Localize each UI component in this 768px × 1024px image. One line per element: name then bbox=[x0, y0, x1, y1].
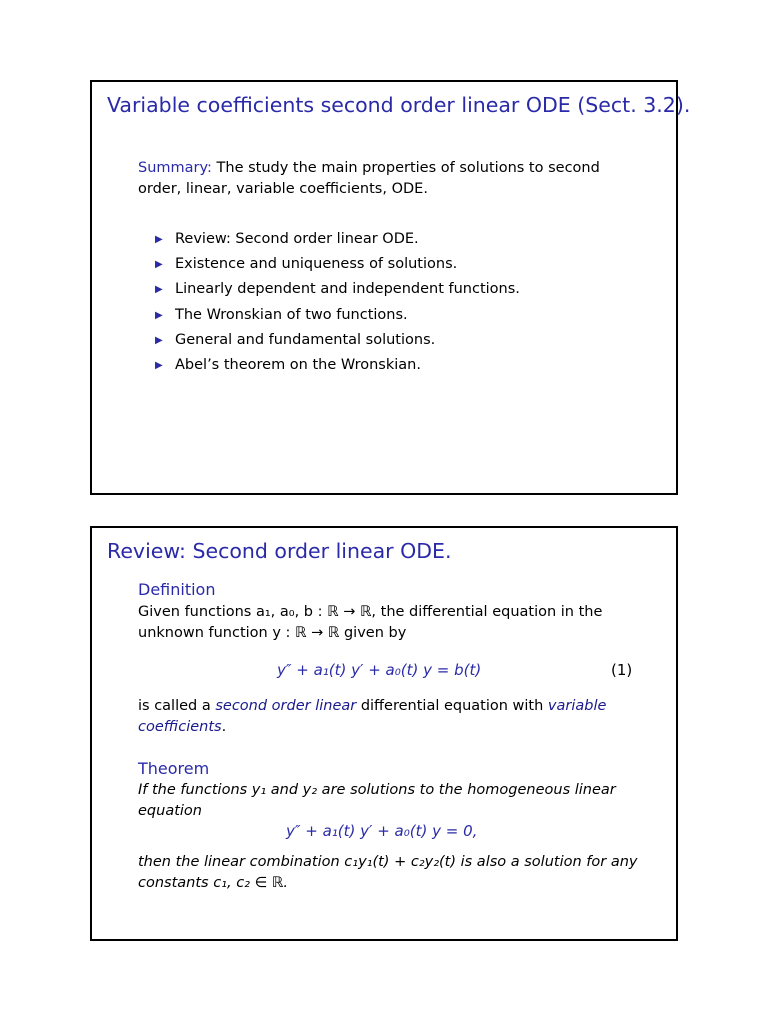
triangle-bullet-icon: ▶ bbox=[155, 309, 163, 321]
triangle-bullet-icon: ▶ bbox=[155, 234, 163, 245]
list-item bbox=[155, 229, 520, 254]
list-item-text: Linearly dependent and independent functions. bbox=[175, 281, 520, 298]
list-item-text: General and fundamental solutions. bbox=[175, 331, 436, 348]
list-item bbox=[155, 330, 520, 355]
summary-text: The study the main properties of solutions to second order, linear, variable coefficients, ODE. bbox=[138, 160, 600, 197]
slide-review bbox=[90, 526, 678, 941]
theorem-heading: Theorem bbox=[138, 759, 210, 778]
slide-1-title: Variable coefficients second order linear ODE (Sect. 3.2). bbox=[107, 93, 691, 117]
equation-number: (1) bbox=[611, 661, 633, 679]
triangle-bullet-icon: ▶ bbox=[155, 259, 163, 271]
theorem-text-1: If the functions y₁ and y₂ are solutions to the homogeneous linear equation bbox=[138, 782, 616, 819]
triangle-bullet-icon: ▶ bbox=[155, 284, 163, 296]
term-second-order-linear: second order linear bbox=[215, 698, 357, 714]
triangle-bullet-icon: ▶ bbox=[155, 334, 163, 346]
summary-paragraph bbox=[138, 158, 638, 199]
list-item bbox=[155, 254, 520, 279]
topic-list bbox=[155, 229, 520, 380]
theorem-equation: y″ + a₁(t) y′ + a₀(t) y = 0, bbox=[286, 822, 478, 840]
definition-text: is called a bbox=[138, 698, 216, 714]
list-item bbox=[155, 355, 520, 380]
list-item bbox=[155, 279, 520, 304]
definition-intro: Given functions a₁, a₀, b : ℝ → ℝ, the differential equation in the unknown function y : ℝ → ℝ given by bbox=[138, 604, 603, 641]
term-variable-coefficients: variable coefficients bbox=[138, 698, 607, 735]
list-item-text: Existence and uniqueness of solutions. bbox=[175, 256, 458, 273]
slide-2-title: Review: Second order linear ODE. bbox=[107, 539, 452, 563]
list-item-text: Review: Second order linear ODE. bbox=[175, 231, 419, 247]
definition-conclusion bbox=[138, 696, 638, 737]
list-item-text: The Wronskian of two functions. bbox=[175, 306, 408, 323]
definition-equation: y″ + a₁(t) y′ + a₀(t) y = b(t) bbox=[277, 661, 482, 679]
list-item-text: Abel’s theorem on the Wronskian. bbox=[175, 356, 421, 373]
theorem-text-2: then the linear combination c₁y₁(t) + c₂y₂(t) is also a solution for any constants c₁, c₂ ∈ ℝ. bbox=[138, 854, 638, 891]
definition-heading: Definition bbox=[138, 580, 216, 599]
definition-text: differential equation with bbox=[356, 698, 548, 714]
slide-summary bbox=[90, 80, 691, 495]
definition-text: . bbox=[221, 718, 227, 735]
list-item bbox=[155, 305, 520, 330]
summary-label: Summary: bbox=[138, 160, 212, 176]
triangle-bullet-icon: ▶ bbox=[155, 359, 163, 371]
